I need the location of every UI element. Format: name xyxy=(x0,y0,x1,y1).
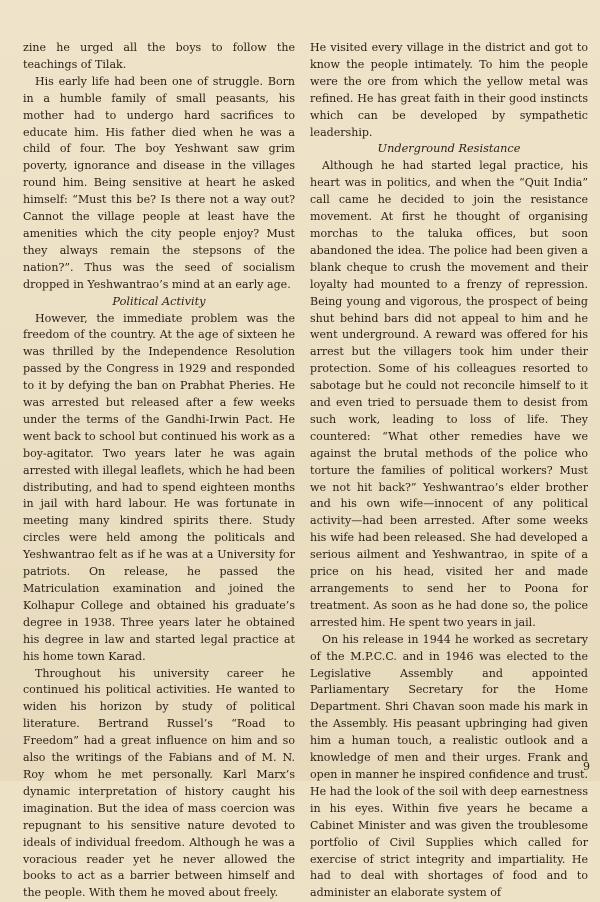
right-paragraph-3: On his release in 1944 he worked as secretary of the M.P.C.C. and in 1946 was elected to the Legislative Assembly and appointed Parliamentary Secretary for the Home Department. Shri Chavan soon made his mark in the Assembly. His peasant upbringing had given him a human touch, a realistic outlook and a knowledge of men and their urges. Frank and open in manner he inspired confidence and trust. He had the look of the soil with deep earnestness in his eyes. Within five years he became a Cabinet Minister and was given the troublesome portfolio of Civil Supplies which called for exercise of strict integrity and impartiality. He had to deal with shortages of food and to administer an elaborate system of xyxy=(310,632,588,900)
section-heading-underground-resistance: Underground Resistance xyxy=(377,142,521,156)
right-paragraph-2: Although he had started legal practice, his heart was in politics, and when the “Quit India” call came he decided to join the resistance movement. At first he thought of organising morchas to the taluka offices, but soon abandoned the idea. The police had been given a blank cheque to crush the movement and their loyalty had mounted to a frenzy of repression. Being young and vigorous, the prospect of being shut behind bars did not appeal to him and he went underground. A reward was offered for his arrest but the villagers took him under their protection. Some of his colleagues resorted to sabotage but he could not reconcile himself to it and even tried to persuade them to desist from such work, leading to loss of life. They countered: “What other remedies have we against the brutal methods of the police who torture the families of political workers? Must we not hit back?” Yeshwantrao’s elder brother and his own wife—innocent of any political activity—had been arrested. After some weeks his wife had been released. She had developed a serious ailment and Yeshwantrao, in spite of a price on his head, visited her and made arrangements to send her to Poona for treatment. As soon as he had done so, the police arrested him. He spent two years in jail. xyxy=(310,159,588,629)
right-paragraph-1: He visited every village in the district and got to know the people intimately. To him the people were the ore from which the yellow metal was refined. He has great faith in their good instincts which can be developed by sympathetic leadership. xyxy=(310,41,588,139)
left-paragraph-1: zine he urged all the boys to follow the teachings of Tilak. xyxy=(23,41,295,71)
right-column xyxy=(310,40,588,902)
section-heading-political-activity: Political Activity xyxy=(112,294,206,308)
left-column xyxy=(23,40,295,902)
left-paragraph-4: Throughout his university career he continued his political activities. He wanted to widen his horizon by study of political literature. Bertrand Russel’s “Road to Freedom” had a great influence on him and so also the writings of the Fabians and of M. N. Roy whom he met personally. Karl Marx’s dynamic interpretation of history caught his imagination. But the idea of mass coercion was repugnant to his sensitive nature devoted to ideals of individual freedom. Although he was a voracious reader yet he never allowed the books to act as a barrier between himself and the people. With them he moved about freely. xyxy=(23,666,295,900)
left-paragraph-3: However, the immediate problem was the freedom of the country. At the age of sixteen he was thrilled by the Independence Resolution passed by the Congress in 1929 and responded to it by defying the ban on Prabhat Pheries. He was arrested but released after a few weeks under the terms of the Gandhi-Irwin Pact. He went back to school but continued his work as a boy-agitator. Two years later he was again arrested with illegal leaflets, which he had been distributing, and had to spend eighteen months in jail with hard labour. He was fortunate in meeting many kindred spirits there. Study circles were held among the politicals and Yeshwantrao felt as if he was at a University for patriots. On release, he passed the Matriculation examination and joined the Kolhapur College and obtained his graduate’s degree in 1938. Three years later he obtained his degree in law and started legal practice at his home town Karad. xyxy=(23,311,295,663)
page-number: 9 xyxy=(583,760,590,773)
left-paragraph-2: His early life had been one of struggle. Born in a humble family of small peasants, his mother had to undergo hard sacrifices to educate him. His father died when he was a child of four. The boy Yeshwant saw grim poverty, ignorance and disease in the villages round him. Being sensitive at heart he asked himself: “Must this be? Is there not a way out? Cannot the village people at least have the amenities which the city people enjoy? Must they always remain the stepsons of the nation?”. Thus was the seed of socialism dropped in Yeshwantrao’s mind at an early age. xyxy=(23,74,295,291)
